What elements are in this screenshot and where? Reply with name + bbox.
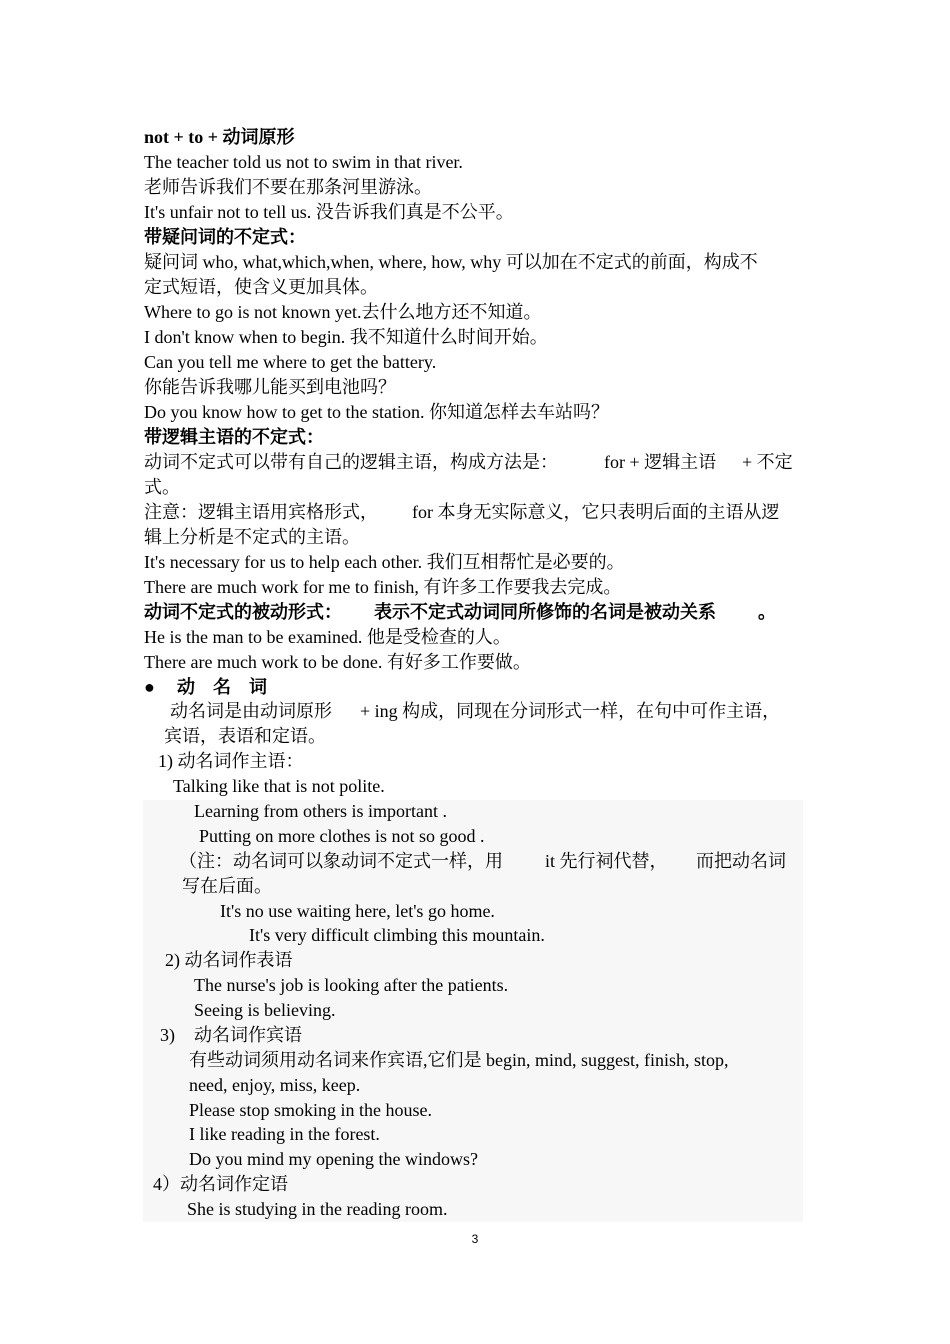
paragraph-line: need, enjoy, miss, keep. [189,1075,361,1095]
note-line: 写在后面。 [182,876,272,896]
paragraph-line: 动词不定式可以带有自己的逻辑主语，构成方法是： [144,452,558,472]
subheading-gerund-subject: 1) 动名词作主语： [158,751,304,771]
translation-line: 老师告诉我们不要在那条河里游泳。 [144,177,432,197]
example-line: The nurse's job is looking after the patients. [194,975,509,995]
example-line: Do you mind my opening the windows? [189,1149,478,1169]
note-line: for 本身无实际意义，它只表明后面的主语从逻 [412,502,780,522]
note-line: 注意：逻辑主语用宾格形式， [144,502,378,522]
paragraph-line: 式。 [144,477,180,497]
paragraph-line: 定式短语，使含义更加具体。 [144,277,378,297]
example-line: Talking like that is not polite. [173,776,385,796]
translation-line: 你能告诉我哪儿能买到电池吗？ [144,377,396,397]
note-line: 而把动名词 [696,851,786,871]
example-line: I like reading in the forest. [189,1124,380,1144]
heading-not-to-infinitive: not + to + 动词原形 [144,127,295,147]
example-line: Seeing is believing. [194,1000,336,1020]
example-line: She is studying in the reading room. [187,1199,448,1219]
example-line: It's no use waiting here, let's go home. [220,901,495,921]
note-line: （注：动名词可以象动词不定式一样，用 [179,851,503,871]
example-line: There are much work for me to finish, 有许多工作要我去完成。 [144,577,622,597]
example-line: Learning from others is important . [194,801,447,821]
example-line: It's necessary for us to help each other. 我们互相帮忙是必要的。 [144,552,625,572]
paragraph-line: 疑问词 who, what,which,when, where, how, why 可以加在不定式的前面，构成不 [144,252,758,272]
bullet-icon: ● [144,677,155,697]
paragraph-line: 宾语，表语和定语。 [164,726,326,746]
example-line: Do you know how to get to the station. 你知道怎样去车站吗？ [144,402,609,422]
paragraph-line: 动名词是由动词原形 [170,701,332,721]
example-line: Can you tell me where to get the battery. [144,352,437,372]
paragraph-line: 有些动词须用动名词来作宾语,它们是 begin, mind, suggest, finish, stop, [189,1050,729,1070]
page-number: 3 [471,1232,479,1246]
heading-logical-subject-infinitive: 带逻辑主语的不定式： [144,427,324,447]
subheading-gerund-attributive: 4）动名词作定语 [153,1174,288,1194]
subheading-gerund-object: 动名词作宾语 [194,1025,302,1045]
heading-passive-infinitive-desc: 表示不定式动词同所修饰的名词是被动关系 [374,602,716,622]
subheading-number: 3) [160,1025,175,1045]
example-line: It's very difficult climbing this mountain. [249,925,545,945]
example-line: Putting on more clothes is not so good . [199,826,485,846]
example-line: Where to go is not known yet.去什么地方还不知道。 [144,302,542,322]
example-line: Please stop smoking in the house. [189,1100,432,1120]
example-line: It's unfair not to tell us. 没告诉我们真是不公平。 [144,202,514,222]
heading-passive-infinitive-end: 。 [758,602,776,622]
heading-interrogative-infinitive: 带疑问词的不定式： [144,227,306,247]
note-line: 辑上分析是不定式的主语。 [144,527,360,547]
heading-gerund: 动 名 词 [177,677,267,697]
example-line: I don't know when to begin. 我不知道什么时间开始。 [144,327,548,347]
example-line: There are much work to be done. 有好多工作要做。 [144,652,531,672]
note-line: it 先行祠代替， [545,851,668,871]
heading-passive-infinitive: 动词不定式的被动形式： [144,602,342,622]
paragraph-line: for + 逻辑主语 [604,452,717,472]
paragraph-line: + ing 构成，同现在分词形式一样，在句中可作主语， [360,701,781,721]
example-line: He is the man to be examined. 他是受检查的人。 [144,627,511,647]
example-line: The teacher told us not to swim in that river. [144,152,463,172]
subheading-gerund-predicative: 2) 动名词作表语 [165,950,293,970]
paragraph-line: + 不定 [742,452,793,472]
